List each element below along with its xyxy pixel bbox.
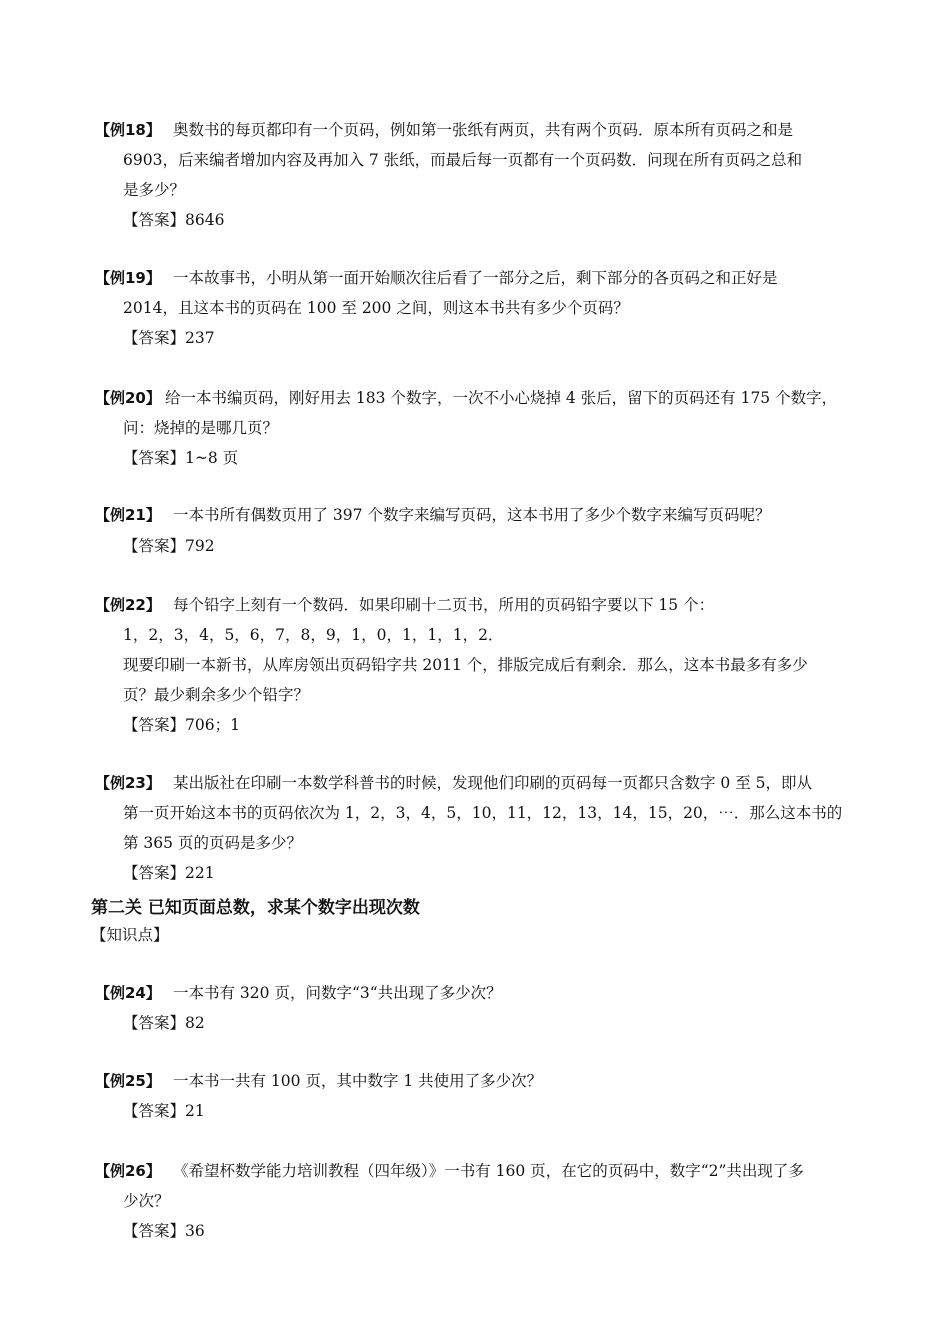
problem-tag: 【例20】	[95, 389, 161, 407]
problem-text: 现要印刷一本新书，从库房领出页码铅字共 2011 个，排版完成后有剩余．那么，这本书最多有多少	[123, 656, 808, 674]
problem-text: 问：烧掉的是哪几页？	[123, 419, 279, 437]
problem-tag: 【例24】	[95, 984, 161, 1002]
problem-text: 少次？	[123, 1192, 170, 1210]
problem-text: 页？最少剩余多少个铅字？	[123, 686, 310, 704]
knowledge-point-label: 【知识点】	[91, 926, 169, 944]
problem-text: 给一本书编页码，刚好用去 183 个数字，一次不小心烧掉 4 张后，留下的页码还有 175 个数字，	[165, 389, 838, 407]
problem-text: 每个铅字上刻有一个数码．如果印刷十二页书，所用的页码铅字要以下 15 个：	[173, 596, 715, 614]
answer: 【答案】21	[123, 1102, 205, 1120]
problem-tag: 【例18】	[95, 121, 161, 139]
problem-text: 第 365 页的页码是多少？	[123, 834, 302, 852]
answer: 【答案】237	[123, 329, 215, 347]
answer: 【答案】706；1	[123, 716, 240, 734]
problem-text: 《希望杯数学能力培训教程（四年级）》一书有 160 页，在它的页码中，数字“2”共出现了多	[173, 1162, 804, 1180]
answer: 【答案】36	[123, 1222, 205, 1240]
answer: 【答案】792	[123, 537, 215, 555]
problem-tag: 【例26】	[95, 1162, 161, 1180]
problem-tag: 【例21】	[95, 506, 161, 524]
problem-text: 一本书所有偶数页用了 397 个数字来编写页码，这本书用了多少个数字来编写页码呢？	[173, 506, 771, 524]
problem-text: 一本故事书，小明从第一面开始顺次往后看了一部分之后，剩下部分的各页码之和正好是	[173, 269, 778, 287]
problem-text: 奥数书的每页都印有一个页码，例如第一张纸有两页，共有两个页码．原本所有页码之和是	[173, 121, 794, 139]
problem-text: 第一页开始这本书的页码依次为 1，2，3，4，5，10，11，12，13，14，15，20，⋯．那么这本书的	[123, 804, 843, 822]
problem-text: 一本书一共有 100 页，其中数字 1 共使用了多少次？	[173, 1072, 543, 1090]
problem-text: 2014，且这本书的页码在 100 至 200 之间，则这本书共有多少个页码？	[123, 299, 629, 317]
section-title: 第二关 已知页面总数，求某个数字出现次数	[91, 898, 420, 918]
problem-tag: 【例25】	[95, 1072, 161, 1090]
answer: 【答案】8646	[123, 211, 225, 229]
answer: 【答案】221	[123, 864, 215, 882]
problem-tag: 【例19】	[95, 269, 161, 287]
problem-text: 某出版社在印刷一本数学科普书的时候，发现他们印刷的页码每一页都只含数字 0 至 5，即从	[173, 774, 813, 792]
answer: 【答案】82	[123, 1014, 205, 1032]
problem-text: 一本书有 320 页，问数字“3“共出现了多少次？	[173, 984, 502, 1002]
problem-text: 6903，后来编者增加内容及再加入 7 张纸，而最后每一页都有一个页码数．问现在所有页码之总和	[123, 151, 803, 169]
problem-text: 是多少？	[123, 181, 186, 199]
problem-text: 1，2，3，4，5，6，7，8，9，1，0，1，1，1，2．	[123, 626, 504, 644]
answer: 【答案】1~8 页	[123, 449, 239, 467]
problem-tag: 【例22】	[95, 596, 161, 614]
problem-tag: 【例23】	[95, 774, 161, 792]
